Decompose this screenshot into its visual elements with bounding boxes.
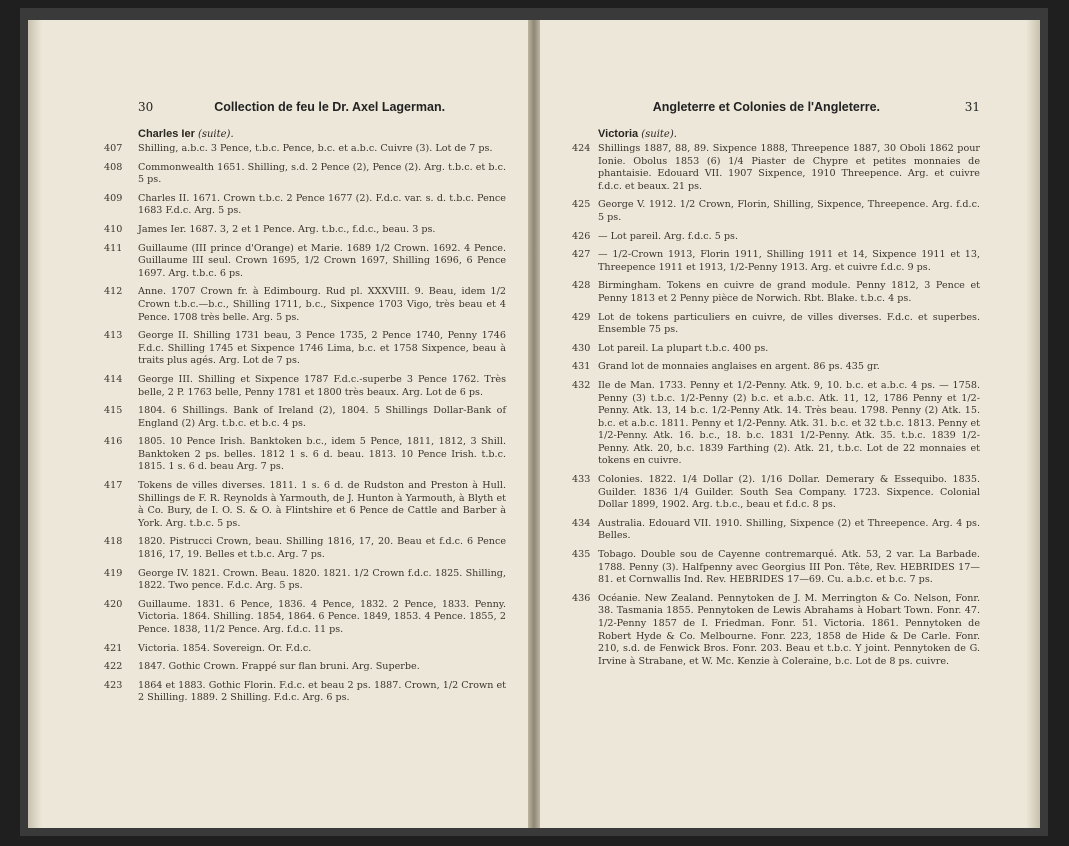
page-number-left: 30	[138, 100, 154, 114]
lot-description: Colonies. 1822. 1/4 Dollar (2). 1/16 Dollar. Demerary & Essequibo. 1835. Guilder. 1836 1/4 Guilder. South Sea Company. 1723. Sixpence. Colonial Dollar 1899, 1902. Arg. t.b.c., beau et f.d.c. 8 ps.	[598, 474, 980, 511]
lot-description: 1847. Gothic Crown. Frappé sur flan bruni. Arg. Superbe.	[138, 661, 420, 673]
lot-number: 420	[104, 598, 123, 610]
lot-description: Océanie. New Zealand. Pennytoken de J. M. Merrington & Co. Nelson, Fonr. 38. Tasmania 1855. Pennytoken de Lewis Abrahams à Hobart Town. Fonr. 47. 1/2-Penny 1857 de I. Friedman. Fonr. 51. Victoria. 1861. Pennytoken de Robert Hyde & Co. Melbourne. Fonr. 223, 1858 de Hide & De Carle. Fonr. 210, s.d. de Fenwick Bros. Fonr. 203. Beau et t.b.c. Y joint. Pennytoken de G. Irvine à Strabane, et W. Mc. Kenzie à Coleraine, b.c. Lot de 8 ps. cuivre.	[598, 592, 980, 667]
lot-number: 431	[572, 361, 591, 373]
lot-entry	[572, 474, 980, 512]
lot-entry	[104, 286, 506, 324]
left-page	[28, 20, 528, 828]
lot-entry	[572, 549, 980, 587]
lot-entry	[104, 480, 506, 530]
lot-number: 416	[104, 436, 123, 448]
lot-description: 1804. 6 Shillings. Bank of Ireland (2), 1804. 5 Shillings Dollar-Bank of England (2) Arg. t.b.c. et b.c. 4 ps.	[138, 405, 506, 429]
lot-number: 410	[104, 223, 123, 235]
right-page	[540, 20, 1040, 828]
lot-entry	[572, 342, 980, 356]
lot-number: 422	[104, 661, 123, 673]
lot-entry	[572, 199, 980, 224]
lot-description: Commonwealth 1651. Shilling, s.d. 2 Pence (2), Pence (2). Arg. t.b.c. et b.c. 5 ps.	[138, 161, 506, 186]
lot-description: George IV. 1821. Crown. Beau. 1820. 1821. 1/2 Crown f.d.c. 1825. Shilling, 1822. Two pence. F.d.c. Arg. 5 ps.	[138, 567, 506, 592]
lot-entry	[572, 249, 980, 274]
lot-description: — 1/2-Crown 1913, Florin 1911, Shilling 1911 et 14, Sixpence 1911 et 13, Threepence 1911 et 1913, 1/2-Penny 1913. Arg. et cuivre f.d.c. 9 ps.	[598, 249, 980, 273]
lot-description: Grand lot de monnaies anglaises en argent. 86 ps. 435 gr.	[598, 361, 880, 373]
lot-number: 408	[104, 161, 123, 173]
lot-entry	[104, 598, 506, 637]
lot-entry	[572, 311, 980, 337]
lot-entry	[104, 405, 506, 430]
lot-number: 423	[104, 679, 123, 691]
lot-description: George V. 1912. 1/2 Crown, Florin, Shilling, Sixpence, Threepence. Arg. f.d.c. 5 ps.	[598, 199, 980, 223]
running-title-right: Angleterre et Colonies de l'Angleterre.	[652, 100, 881, 114]
book-gutter	[528, 20, 540, 828]
lot-number: 425	[572, 199, 591, 211]
lot-description: Guillaume (III prince d'Orange) et Marie. 1689 1/2 Crown. 1692. 4 Pence. Guillaume III seul. Crown 1695, 1/2 Crown 1697, Shilling 1696, 6 Pence 1697. Arg. t.b.c. 6 ps.	[138, 242, 506, 279]
lot-description: 1864 et 1883. Gothic Florin. F.d.c. et beau 2 ps. 1887. Crown, 1/2 Crown et 2 Shilling. 1889. 2 Shilling. F.d.c. Arg. 6 ps.	[138, 679, 506, 704]
lot-number: 409	[104, 192, 123, 204]
lot-entry	[104, 536, 506, 561]
lot-description: Shilling, a.b.c. 3 Pence, t.b.c. Pence, b.c. et a.b.c. Cuivre (3). Lot de 7 ps.	[138, 143, 493, 154]
lot-number: 430	[572, 342, 591, 354]
lot-number: 413	[104, 330, 123, 342]
lot-description: Lot de tokens particuliers en cuivre, de villes diverses. F.d.c. et superbes. Ensemble 75 ps.	[598, 311, 980, 336]
lot-number: 434	[572, 517, 591, 529]
lot-number: 429	[572, 311, 591, 323]
section-head-left	[138, 128, 506, 140]
lot-description: Shillings 1887, 88, 89. Sixpence 1888, Threepence 1887, 30 Oboli 1862 pour Ionie. Obolus 1853 (6) 1/4 Piaster de Chypre et petites monnaies de phantaisie. Edouard VII. 1907 Sixpence, 1910 Threepence. Arg. et cuivre f.d.c. et beaux. 21 ps.	[598, 143, 980, 192]
lot-entry	[104, 242, 506, 281]
lot-entry	[104, 192, 506, 218]
lot-number: 435	[572, 549, 591, 561]
lot-description: George III. Shilling et Sixpence 1787 F.d.c.-superbe 3 Pence 1762. Très belle, 2 P. 1763 belle, Penny 1781 et 1800 très beaux. Arg. Lot de 6 ps.	[138, 373, 506, 398]
lot-number: 414	[104, 373, 123, 385]
section-head-right	[598, 128, 980, 140]
lot-number: 424	[572, 143, 591, 154]
lot-entry	[104, 661, 506, 674]
running-title-left: Collection de feu le Dr. Axel Lagerman.	[214, 100, 446, 114]
lot-number: 418	[104, 536, 123, 548]
lot-number: 412	[104, 286, 123, 298]
lot-number: 415	[104, 405, 123, 417]
lot-description: Tokens de villes diverses. 1811. 1 s. 6 d. de Rudston and Preston à Hull. Shillings de F. R. Reynolds à Yarmouth, de J. Hunton à Yarmouth, à Blyth et à Co. Bury, de I. O. S. & O. à Flintshire et 6 Pence de Cattle and Barber à York. Arg. t.b.c. 5 ps.	[138, 480, 506, 529]
lot-description: Tobago. Double sou de Cayenne contremarqué. Atk. 53, 2 var. La Barbade. 1788. Penny (3). Halfpenny avec Georgius III Pon. Tête, Rev. HEBRIDES 17—81. et Cornwallis Ind. Rev. HEBRIDES 17—69. Cu. a.b.c. et b.c. 7 ps.	[598, 549, 980, 586]
lot-description: — Lot pareil. Arg. f.d.c. 5 ps.	[598, 230, 738, 242]
lot-list-left	[104, 143, 506, 705]
lot-description: Victoria. 1854. Sovereign. Or. F.d.c.	[138, 642, 312, 654]
lot-description: Birmingham. Tokens en cuivre de grand module. Penny 1812, 3 Pence et Penny 1813 et 2 Penny pièce de Norwich. Rbt. Blake. t.b.c. 4 ps.	[598, 280, 980, 304]
lot-entry	[572, 230, 980, 244]
lot-entry	[572, 592, 980, 669]
lot-number: 433	[572, 474, 591, 486]
section-title: Charles Ier	[138, 128, 195, 140]
lot-description: Charles II. 1671. Crown t.b.c. 2 Pence 1677 (2). F.d.c. var. s. d. t.b.c. Pence 1683 F.d.c. Arg. 5 ps.	[138, 192, 506, 217]
running-head-left	[138, 100, 506, 114]
lot-description: Anne. 1707 Crown fr. à Edimbourg. Rud pl. XXXVIII. 9. Beau, idem 1/2 Crown t.b.c.—b.c., Shilling 1711, b.c., Sixpence 1703 Vigo, très beau et 4 Pence. 1708 très belle. Arg. 5 ps.	[138, 286, 506, 323]
lot-number: 419	[104, 567, 123, 579]
book-spread	[20, 8, 1048, 836]
lot-entry	[572, 280, 980, 305]
lot-entry	[104, 679, 506, 705]
lot-entry	[572, 517, 980, 543]
lot-entry	[104, 373, 506, 399]
lot-number: 421	[104, 642, 123, 654]
lot-entry	[104, 642, 506, 656]
lot-list-right	[568, 143, 980, 668]
lot-description: George II. Shilling 1731 beau, 3 Pence 1735, 2 Pence 1740, Penny 1746 F.d.c. Shilling 1745 et Sixpence 1746 Lima, b.c. et 1758 Sixpence, beau à traits plus agés. Arg. Lot de 7 ps.	[138, 330, 506, 367]
lot-number: 411	[104, 242, 123, 254]
lot-number: 417	[104, 480, 123, 492]
lot-description: Australia. Edouard VII. 1910. Shilling, Sixpence (2) et Threepence. Arg. 4 ps. Belles.	[598, 517, 980, 542]
lot-entry	[104, 330, 506, 368]
section-title: Victoria	[598, 128, 639, 140]
lot-entry	[572, 143, 980, 193]
lot-description: Lot pareil. La plupart t.b.c. 400 ps.	[598, 342, 769, 354]
lot-entry	[104, 161, 506, 187]
lot-entry	[104, 567, 506, 593]
lot-entry	[572, 361, 980, 374]
lot-number: 436	[572, 592, 591, 604]
lot-number: 427	[572, 249, 591, 261]
lot-number: 407	[104, 143, 123, 154]
lot-number: 428	[572, 280, 591, 292]
lot-description: 1805. 10 Pence Irish. Banktoken b.c., idem 5 Pence, 1811, 1812, 3 Shill. Banktoken 2 ps. belles. 1812 1 s. 6 d. beau. 1813. 10 Pence Irish. t.b.c. 1815. 1 s. 6 d. beau Arg. 7 ps.	[138, 436, 506, 473]
lot-entry	[572, 379, 980, 468]
lot-description: Ile de Man. 1733. Penny et 1/2-Penny. Atk. 9, 10. b.c. et a.b.c. 4 ps. — 1758. Penny (3) t.b.c. 1/2-Penny (2) b.c. et a.b.c. Atk. 11, 12, 1786 Penny et 1/2-Penny. Atk. 13, 14 b.c. 1/2-Penny Atk. 14. Très beau. 1798. Penny (2) Atk. 15. b.c. et a.b.c. 1811. Penny et 1/2-Penny. Atk. 31. b.c. et 32 t.b.c. 1813. Penny et 1/2-Penny. Atk. 16. b.c., 18. b.c. 1831 1/2-Penny. Atk. 35. t.b.c. 1839 1/2-Penny. Atk. 20, b.c. 1839 Farthing (2). Atk. 21, t.b.c. Lot de 22 monnaies et tokens en cuivre.	[598, 379, 980, 467]
section-suffix: (suite).	[197, 129, 234, 140]
lot-description: 1820. Pistrucci Crown, beau. Shilling 1816, 17, 20. Beau et f.d.c. 6 Pence 1816, 17, 19. Belles et t.b.c. Arg. 7 ps.	[138, 536, 506, 561]
lot-description: Guillaume. 1831. 6 Pence, 1836. 4 Pence, 1832. 2 Pence, 1833. Penny. Victoria. 1864. Shilling. 1854, 1864. 6 Pence. 1849, 1853. 4 Pence. 1855, 2 Pence. 1838, 11/2 Pence. Arg. f.d.c. 11 ps.	[138, 598, 506, 635]
lot-number: 426	[572, 230, 591, 242]
page-number-right: 31	[964, 100, 980, 114]
section-suffix: (suite).	[641, 129, 677, 140]
lot-description: James Ier. 1687. 3, 2 et 1 Pence. Arg. t.b.c., f.d.c., beau. 3 ps.	[138, 223, 436, 235]
lot-number: 432	[572, 379, 591, 391]
lot-entry	[104, 436, 506, 474]
lot-entry	[104, 143, 506, 156]
lot-entry	[104, 223, 506, 237]
running-head-right	[568, 100, 980, 114]
